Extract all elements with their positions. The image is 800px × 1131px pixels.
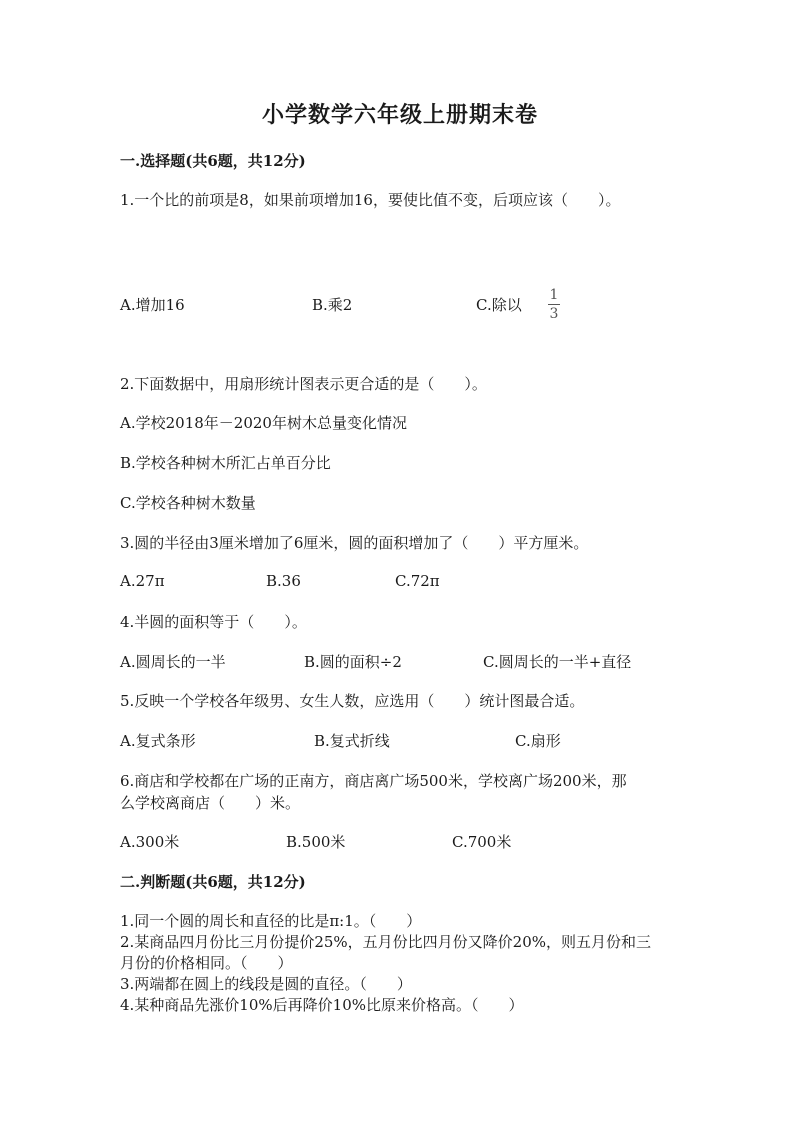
judgment-line-1: 1.同一个圆的周长和直径的比是π:1。（ ）	[120, 912, 422, 930]
fraction-numerator: 1	[549, 287, 559, 303]
q4-option-a: A.圆周长的一半	[120, 653, 226, 671]
question-6-line-1: 6.商店和学校都在广场的正南方，商店离广场500米，学校离广场200米，那	[120, 772, 627, 790]
q5-option-a: A.复式条形	[120, 732, 196, 750]
q3-option-b: B.36	[266, 572, 301, 590]
q2-option-a: A.学校2018年－2020年树木总量变化情况	[120, 414, 407, 432]
q5-option-c: C.扇形	[515, 732, 561, 750]
judgment-line-5: 4.某种商品先涨价10%后再降价10%比原来价格高。（ ）	[120, 996, 524, 1014]
question-5: 5.反映一个学校各年级男、女生人数，应选用（ ）统计图最合适。	[120, 692, 585, 710]
question-2: 2.下面数据中，用扇形统计图表示更合适的是（ ）。	[120, 375, 487, 393]
q6-option-a: A.300米	[120, 833, 180, 851]
judgment-line-3: 月份的价格相同。（ ）	[120, 954, 293, 972]
fraction-one-third	[548, 288, 560, 321]
q3-option-c: C.72π	[395, 572, 440, 590]
question-6-line-2: 么学校离商店（ ）米。	[120, 794, 301, 812]
judgment-line-4: 3.两端都在圆上的线段是圆的直径。（ ）	[120, 975, 412, 993]
q1-option-b: B.乘2	[312, 296, 353, 314]
fraction-bar	[548, 304, 560, 305]
q6-option-c: C.700米	[452, 833, 512, 851]
section-heading-judgment: 二.判断题(共6题，共12分)	[120, 873, 306, 891]
q5-option-b: B.复式折线	[314, 732, 390, 750]
section-heading-choice: 一.选择题(共6题，共12分)	[120, 152, 306, 170]
question-1: 1.一个比的前项是8，如果前项增加16，要使比值不变，后项应该（ ）。	[120, 191, 621, 209]
q3-option-a: A.27π	[120, 572, 165, 590]
judgment-line-2: 2.某商品四月份比三月份提价25%，五月份比四月份又降价20%，则五月份和三	[120, 933, 651, 951]
q4-option-b: B.圆的面积÷2	[304, 653, 402, 671]
q1-option-a: A.增加16	[120, 296, 185, 314]
question-3: 3.圆的半径由3厘米增加了6厘米，圆的面积增加了（ ）平方厘米。	[120, 534, 589, 552]
question-4: 4.半圆的面积等于（ ）。	[120, 613, 307, 631]
q6-option-b: B.500米	[286, 833, 346, 851]
page-title: 小学数学六年级上册期末卷	[261, 102, 538, 128]
q2-option-c: C.学校各种树木数量	[120, 494, 256, 512]
q2-option-b: B.学校各种树木所汇占单百分比	[120, 454, 331, 472]
fraction-denominator: 3	[549, 306, 559, 322]
q4-option-c: C.圆周长的一半+直径	[483, 653, 632, 671]
q1-option-c: C.除以	[476, 296, 522, 314]
